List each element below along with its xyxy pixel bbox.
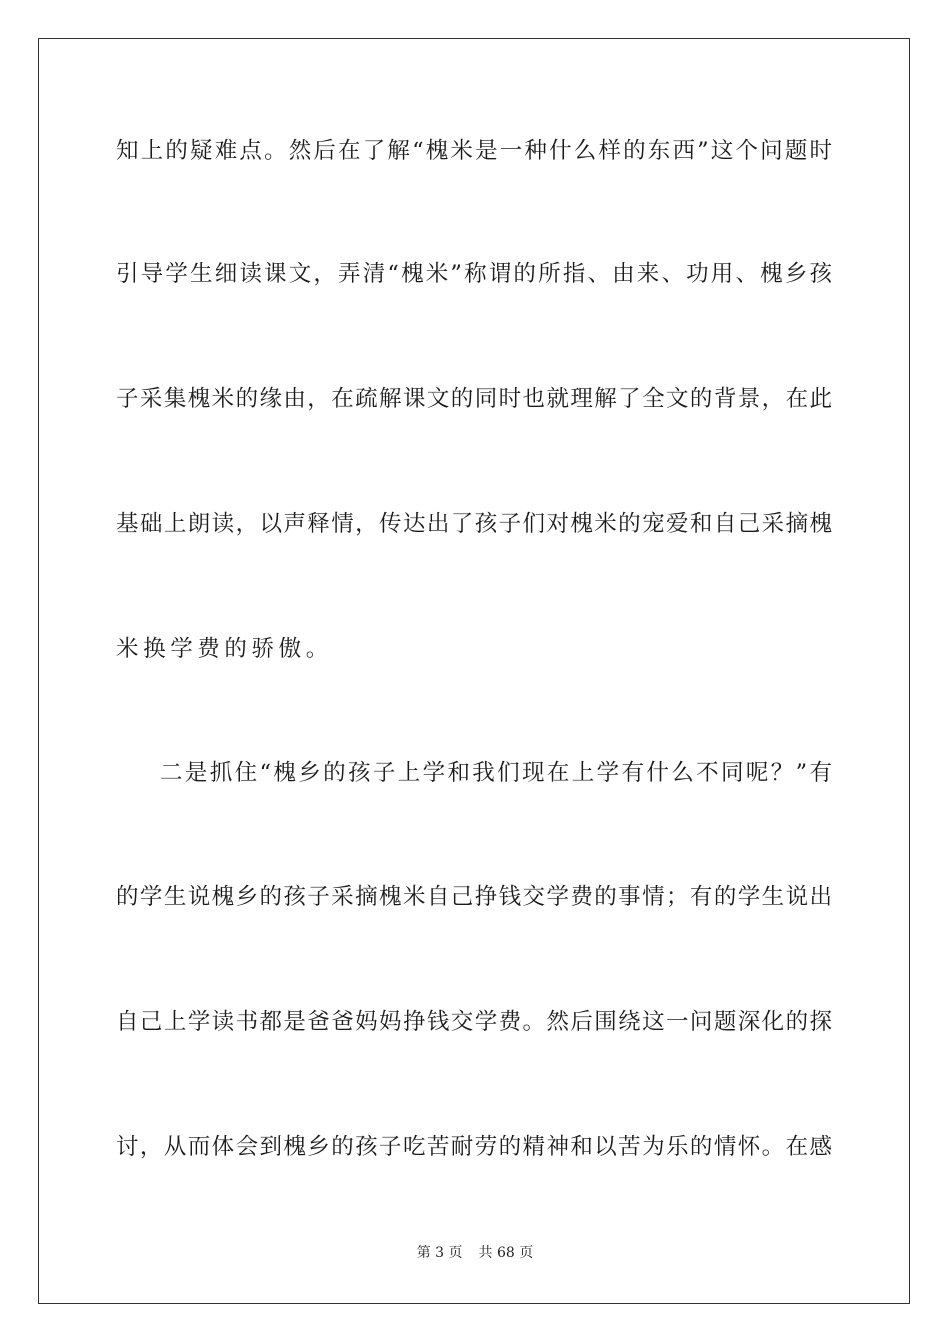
body-text-line-9: 讨，从而体会到槐乡的孩子吃苦耐劳的精神和以苦为乐的情怀。在感: [116, 1134, 832, 1160]
body-text-line-2: 引导学生细读课文，弄清“槐米”称谓的所指、由来、功用、槐乡孩: [116, 261, 832, 287]
total-pages: 共 68 页: [478, 1245, 534, 1261]
page-border: [38, 38, 910, 1304]
page-footer: [0, 1244, 950, 1262]
body-text-line-3: 子采集槐米的缘由，在疏解课文的同时也就理解了全文的背景，在此: [116, 386, 832, 412]
body-text-line-4: 基础上朗读，以声释情，传达出了孩子们对槐米的宠爱和自己采摘槐: [116, 511, 832, 537]
body-text-line-1: 知上的疑难点。然后在了解“槐米是一种什么样的东西”这个问题时: [116, 138, 832, 164]
body-text-line-7: 的学生说槐乡的孩子采摘槐米自己挣钱交学费的事情；有的学生说出: [116, 884, 832, 910]
page-number: 第 3 页: [416, 1245, 463, 1261]
body-text-line-6: 二是抓住“槐乡的孩子上学和我们现在上学有什么不同呢？”有: [160, 760, 832, 786]
body-text-line-5: 米换学费的骄傲。: [116, 636, 333, 662]
body-text-line-8: 自己上学读书都是爸爸妈妈挣钱交学费。然后围绕这一问题深化的探: [116, 1009, 832, 1035]
